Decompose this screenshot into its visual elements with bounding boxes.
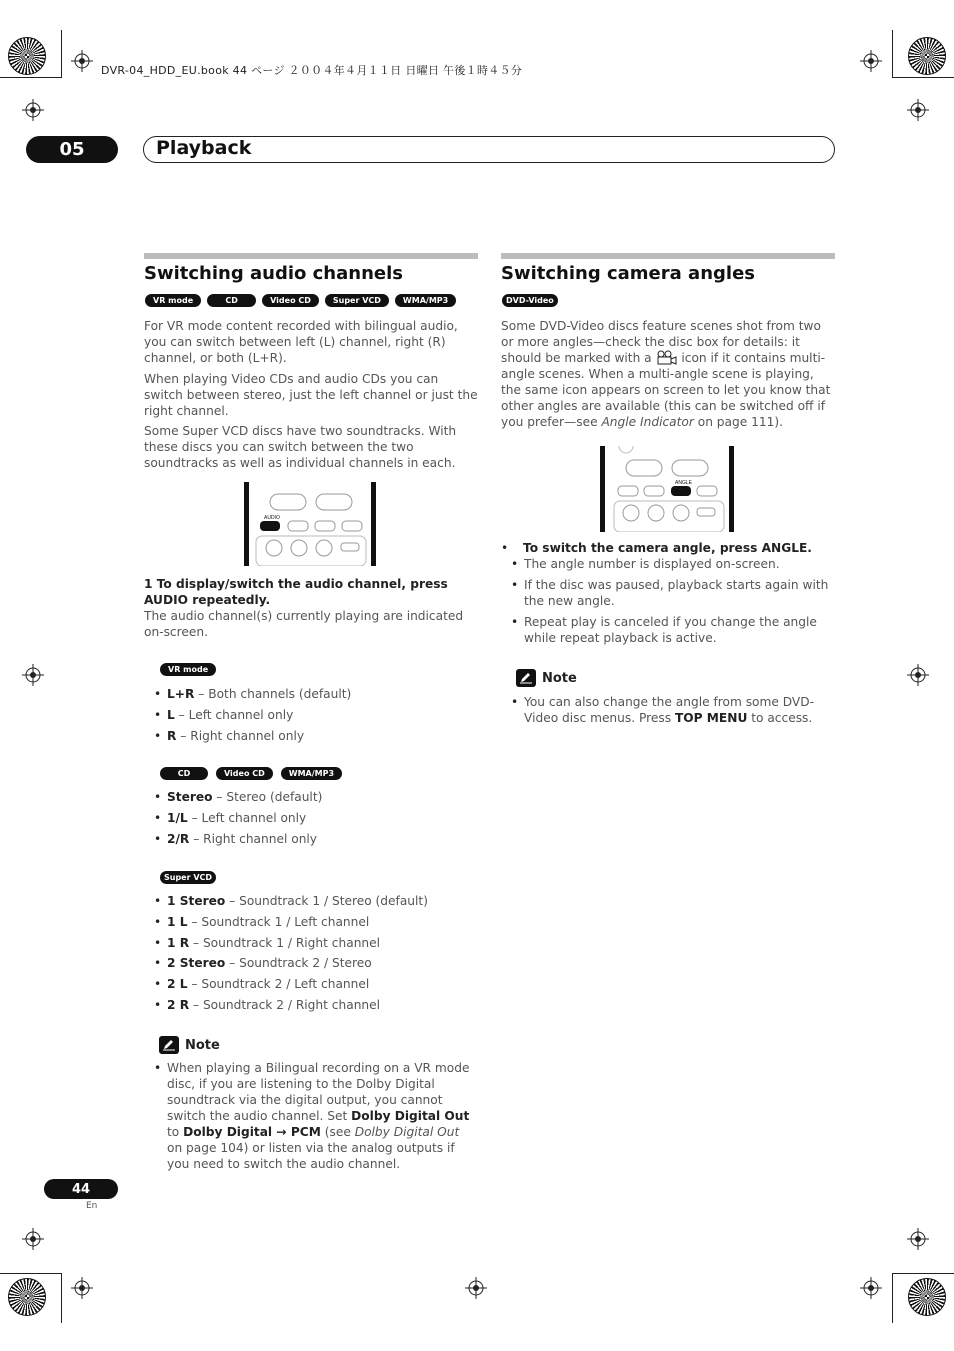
crosshair-mark [465,1277,487,1299]
note-text: on page 104) or listen via the analog outputs if you need to switch the audio channel. [167,1141,455,1171]
list-item [154,686,474,702]
crosshair-mark [860,1277,882,1299]
crop-mark [0,1273,62,1274]
item-desc: – Both channels (default) [194,687,352,701]
step-text: To switch the camera angle, press ANGLE. [523,541,812,555]
pencil-note-icon [516,669,536,687]
step-details [511,556,834,650]
note-heading [516,669,577,687]
crosshair-mark [860,50,882,72]
registration-starburst [8,1278,46,1316]
section-rule [501,253,835,259]
list-item: • The angle number is displayed on-screen. [511,556,834,572]
disc-badge: Super VCD [160,871,216,884]
remote-illustration-audio [244,482,380,566]
item-desc: – Stereo (default) [212,790,323,804]
step-list [501,540,835,556]
remote-button-label: AUDIO [264,515,280,521]
note-heading [159,1036,220,1054]
paragraph: For VR mode content recorded with bilingual audio, you can switch between left (L) channel, right (R) channel, or both (L+R). [144,319,458,365]
disc-badges [160,663,216,676]
item-key: 2 L [167,977,188,992]
note-text: (see [320,1125,355,1139]
note-bold: PCM [290,1125,321,1139]
file-header: DVR-04_HDD_EU.book 44 ページ ２００４年４月１１日 日曜日 午後１時４５分 [101,64,523,77]
disc-badge: DVD-Video [502,294,558,307]
para-text: icon if it contains multi-angle scenes. When a multi-angle scene is playing, the same icon appears on screen to let you know that other angles are available (this can be switched off if you prefer—see [501,351,831,429]
item-key: 1/L [167,810,188,825]
para-text: on page 111). [693,415,784,429]
disc-badge: Super VCD [325,294,389,307]
channel-list [154,893,474,1018]
crop-mark [61,30,62,78]
list-item [154,831,474,847]
crosshair-mark [71,50,93,72]
disc-badges [160,767,342,780]
note-title: Note [185,1037,220,1053]
disc-badges [145,294,456,307]
list-item [154,728,474,744]
list-item [154,810,474,826]
list-item [154,789,474,805]
disc-badge: VR mode [160,663,216,676]
list-item [154,893,474,909]
chapter-title: Playback [156,137,252,159]
disc-badge: Video CD [262,294,319,307]
note-italic: Dolby Digital Out [354,1125,460,1139]
instruction-step: 1 To display/switch the audio channel, press AUDIO repeatedly. [144,577,448,607]
list-item: • If the disc was paused, playback starts again with the new angle. [511,577,834,609]
crosshair-mark [22,1228,44,1250]
item-key: R [167,728,177,743]
item-key: 1 R [167,935,190,950]
note-bold: Dolby Digital Out [351,1109,470,1123]
remote-illustration-angle [600,446,736,532]
list-item: • Repeat play is canceled if you change the angle while repeat playback is active. [511,614,834,646]
section-heading-angles: Switching camera angles [501,263,755,284]
remote-button-label: ANGLE [675,480,692,486]
item-desc: – Right channel only [176,728,305,743]
crosshair-mark [71,1277,93,1299]
registration-starburst [908,1278,946,1316]
note-list [154,1060,476,1172]
item-key: Stereo [167,790,213,804]
disc-badges [160,871,216,884]
item-desc: – Soundtrack 2 / Right channel [189,997,381,1012]
note-bold: TOP MENU [674,711,748,725]
note-list [511,694,834,726]
crosshair-mark [22,664,44,686]
arrow-icon: → [272,1125,291,1139]
crop-mark [0,77,62,78]
note-text: to access. [747,711,813,725]
section-rule [144,253,478,259]
camera-angle-icon [656,350,678,366]
list-item [154,976,474,992]
crosshair-mark [907,1228,929,1250]
registration-starburst [8,37,46,75]
pencil-note-icon [159,1036,179,1054]
item-desc: – Right channel only [189,831,318,846]
item-desc: – Soundtrack 1 / Stereo (default) [225,894,428,908]
step-description: The audio channel(s) currently playing are indicated on-screen. [144,609,464,639]
item-desc: – Soundtrack 2 / Left channel [187,977,370,992]
crosshair-mark [22,99,44,121]
disc-badge: WMA/MP3 [281,767,342,780]
list-item [154,955,474,971]
note-text: When playing a Bilingual recording on a VR mode disc, if you are listening to the Dolby Digital soundtrack via the digital output, you cannot switch the audio channel. Set [167,1061,470,1123]
crosshair-mark [907,99,929,121]
item-desc: – Soundtrack 1 / Left channel [187,914,370,929]
item-key: 2 R [167,997,190,1012]
item-desc: – Left channel only [187,810,307,825]
para-text: Some DVD-Video discs feature scenes shot from two or more angles—check the disc box for details: it should be marked with a [501,319,821,365]
disc-badge: CD [207,294,256,307]
item-desc: – Left channel only [174,707,294,722]
crop-mark [892,1273,893,1323]
list-item [154,935,474,951]
item-key: 2 Stereo [167,956,226,971]
chapter-number: 05 [26,136,118,163]
disc-badge: CD [160,767,208,780]
item-key: L [167,707,175,722]
crop-mark [892,77,954,78]
paragraph [501,318,835,430]
instruction-step [501,540,835,556]
item-key: 1 L [167,914,188,929]
note-bold: Dolby Digital [183,1125,273,1139]
note-title: Note [542,670,577,686]
list-item [154,997,474,1013]
disc-badge: VR mode [145,294,201,307]
paragraph: When playing Video CDs and audio CDs you can switch between stereo, just the left channel or just the right channel. [144,372,478,418]
registration-starburst [908,37,946,75]
channel-list [154,686,474,748]
note-item [511,694,834,726]
crosshair-mark [907,664,929,686]
list-item [154,707,474,723]
note-item [154,1060,476,1172]
item-key: 2/R [167,831,190,846]
list-item [154,914,474,930]
item-key: 1 Stereo [167,894,226,908]
item-key: L+R [167,687,195,701]
disc-badge: Video CD [216,767,273,780]
section-heading-audio: Switching audio channels [144,263,403,284]
item-desc: – Soundtrack 2 / Stereo [225,956,372,971]
paragraph: Some Super VCD discs have two soundtracks. With these discs you can switch between the two soundtracks as well as individual channels in each. [144,424,457,470]
crop-mark [61,1273,62,1323]
crop-mark [892,1273,954,1274]
disc-badge: WMA/MP3 [395,294,456,307]
note-text: to [167,1125,184,1139]
para-italic: Angle Indicator [601,415,694,429]
language-code: En [86,1201,98,1211]
channel-list [154,789,474,851]
note-text: You can also change the angle from some DVD-Video disc menus. Press [524,695,815,725]
disc-badges [502,294,558,307]
page-number: 44 [44,1179,118,1199]
crop-mark [892,30,893,78]
item-desc: – Soundtrack 1 / Right channel [189,935,381,950]
